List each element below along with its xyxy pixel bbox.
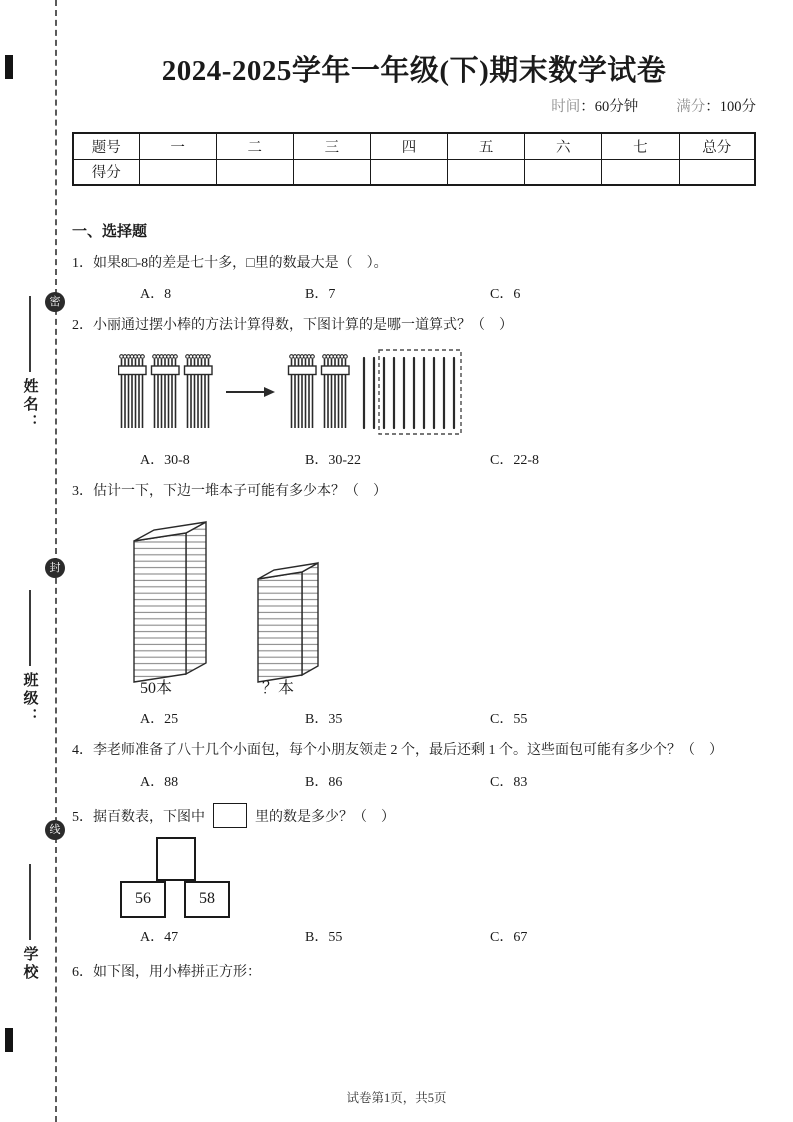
stack-right-label: ？本: [262, 680, 295, 696]
q3-option-a: A．25: [140, 712, 179, 728]
q4-option-c: C．83: [490, 774, 528, 790]
score-empty-cell: [679, 159, 755, 185]
question-3-text: 3．估计一下，下边一堆本子可能有多少本？（ ）: [72, 483, 387, 499]
question-1-options: [72, 283, 756, 303]
q2-option-c: C．22-8: [490, 452, 539, 468]
name-blank-line: [29, 296, 31, 372]
name-field: [19, 296, 41, 432]
left-notebook-stack: [134, 522, 206, 682]
q2-option-b: B．30-22: [305, 452, 361, 468]
inline-empty-box: [213, 803, 247, 828]
class-blank-line: [29, 590, 31, 666]
arrow-icon: [226, 387, 275, 397]
score-empty-cell: [370, 159, 447, 185]
seal-mark-feng: 封: [45, 558, 65, 578]
loose-sticks: [364, 358, 454, 428]
registration-mark-top: [5, 55, 13, 79]
q1-option-c: C．6: [490, 287, 521, 303]
stack-left-label: 50本: [140, 680, 173, 696]
q3-option-b: B．35: [305, 712, 343, 728]
score-header-cell: 一: [139, 133, 216, 159]
fullscore-value: ：100分: [705, 99, 756, 115]
question-1-text: 1．如果8□-8的差是七十多，□里的数最大是（ ）。: [72, 256, 388, 271]
score-empty-cell: [448, 159, 525, 185]
right-notebook-stack: [258, 563, 318, 682]
score-header-cell: 四: [370, 133, 447, 159]
time-label: 时间: [551, 99, 581, 115]
score-header-cell: 五: [448, 133, 525, 159]
question-2-options: [72, 449, 756, 469]
question-6-text: 6．如下图，用小棒拼正方形：: [72, 964, 261, 980]
hc-cell-58: 58: [184, 881, 230, 918]
score-table-score-row: [73, 159, 755, 185]
exam-content: [72, 0, 756, 984]
question-2-figure: [118, 346, 756, 441]
hundred-chart-figure: [120, 837, 232, 918]
seal-mark-mi: 密: [45, 292, 65, 312]
q4-option-b: B．86: [305, 774, 343, 790]
score-header-cell: 七: [602, 133, 679, 159]
q5-option-b: B．55: [305, 929, 343, 945]
q1-option-b: B．7: [305, 287, 336, 303]
score-header-cell: 总分: [679, 133, 755, 159]
question-5-text: [72, 803, 756, 829]
score-table: [72, 132, 756, 186]
hc-query-cell: [156, 837, 196, 881]
q5-option-c: C．67: [490, 929, 528, 945]
question-3-options: [72, 708, 756, 728]
score-header-cell: 题号: [73, 133, 139, 159]
fullscore-label: 满分: [676, 99, 706, 115]
class-label: 班级：: [21, 672, 38, 726]
score-header-cell: 三: [293, 133, 370, 159]
seal-mark-xian: 线: [45, 820, 65, 840]
notebook-stacks-svg: [112, 511, 342, 695]
score-empty-cell: [525, 159, 602, 185]
q5-option-a: A．47: [140, 929, 179, 945]
q5-text-after: 里的数是多少？（ ）: [255, 809, 395, 825]
score-empty-cell: [216, 159, 293, 185]
score-empty-cell: [139, 159, 216, 185]
q1-option-a: A．8: [140, 287, 172, 303]
score-row-label: 得分: [73, 159, 139, 185]
question-5-options: [72, 926, 756, 946]
school-field: [19, 864, 41, 982]
registration-mark-bottom: [5, 1028, 13, 1052]
question-4-options: [72, 771, 756, 791]
question-4-text: 4．李老师准备了八十几个小面包，每个小朋友领走 2 个，最后还剩 1 个。这些面包可能有多少个？（ ）: [72, 743, 723, 759]
score-header-cell: 六: [525, 133, 602, 159]
score-header-cell: 二: [216, 133, 293, 159]
score-table-header-row: [73, 133, 755, 159]
school-blank-line: [29, 864, 31, 940]
dashed-selection-box: [379, 350, 461, 434]
time-value: ：60分钟: [580, 99, 639, 115]
sticks-figure-svg: [118, 346, 468, 436]
page-footer: 试卷第1页，共5页: [346, 1091, 447, 1105]
section-one-title: 一、选择题: [72, 224, 148, 240]
q3-option-c: C．55: [490, 712, 528, 728]
exam-meta: [72, 95, 756, 116]
question-2-text: 2．小丽通过摆小棒的方法计算得数，下图计算的是哪一道算式？（ ）: [72, 318, 513, 334]
sticks-left-group: [119, 354, 213, 427]
page-title: 2024-2025学年一年级(下)期末数学试卷: [161, 55, 667, 87]
hc-cell-56: 56: [120, 881, 166, 918]
name-label: 姓名：: [21, 378, 38, 432]
q4-option-a: A．88: [140, 774, 179, 790]
score-empty-cell: [293, 159, 370, 185]
q5-text-before: 5．据百数表，下图中: [72, 809, 205, 825]
score-empty-cell: [602, 159, 679, 185]
class-field: [19, 590, 41, 726]
school-label: 学校: [21, 946, 38, 982]
q2-option-a: A．30-8: [140, 452, 190, 468]
question-3-figure: [112, 511, 756, 700]
sticks-right-group: [289, 350, 462, 434]
